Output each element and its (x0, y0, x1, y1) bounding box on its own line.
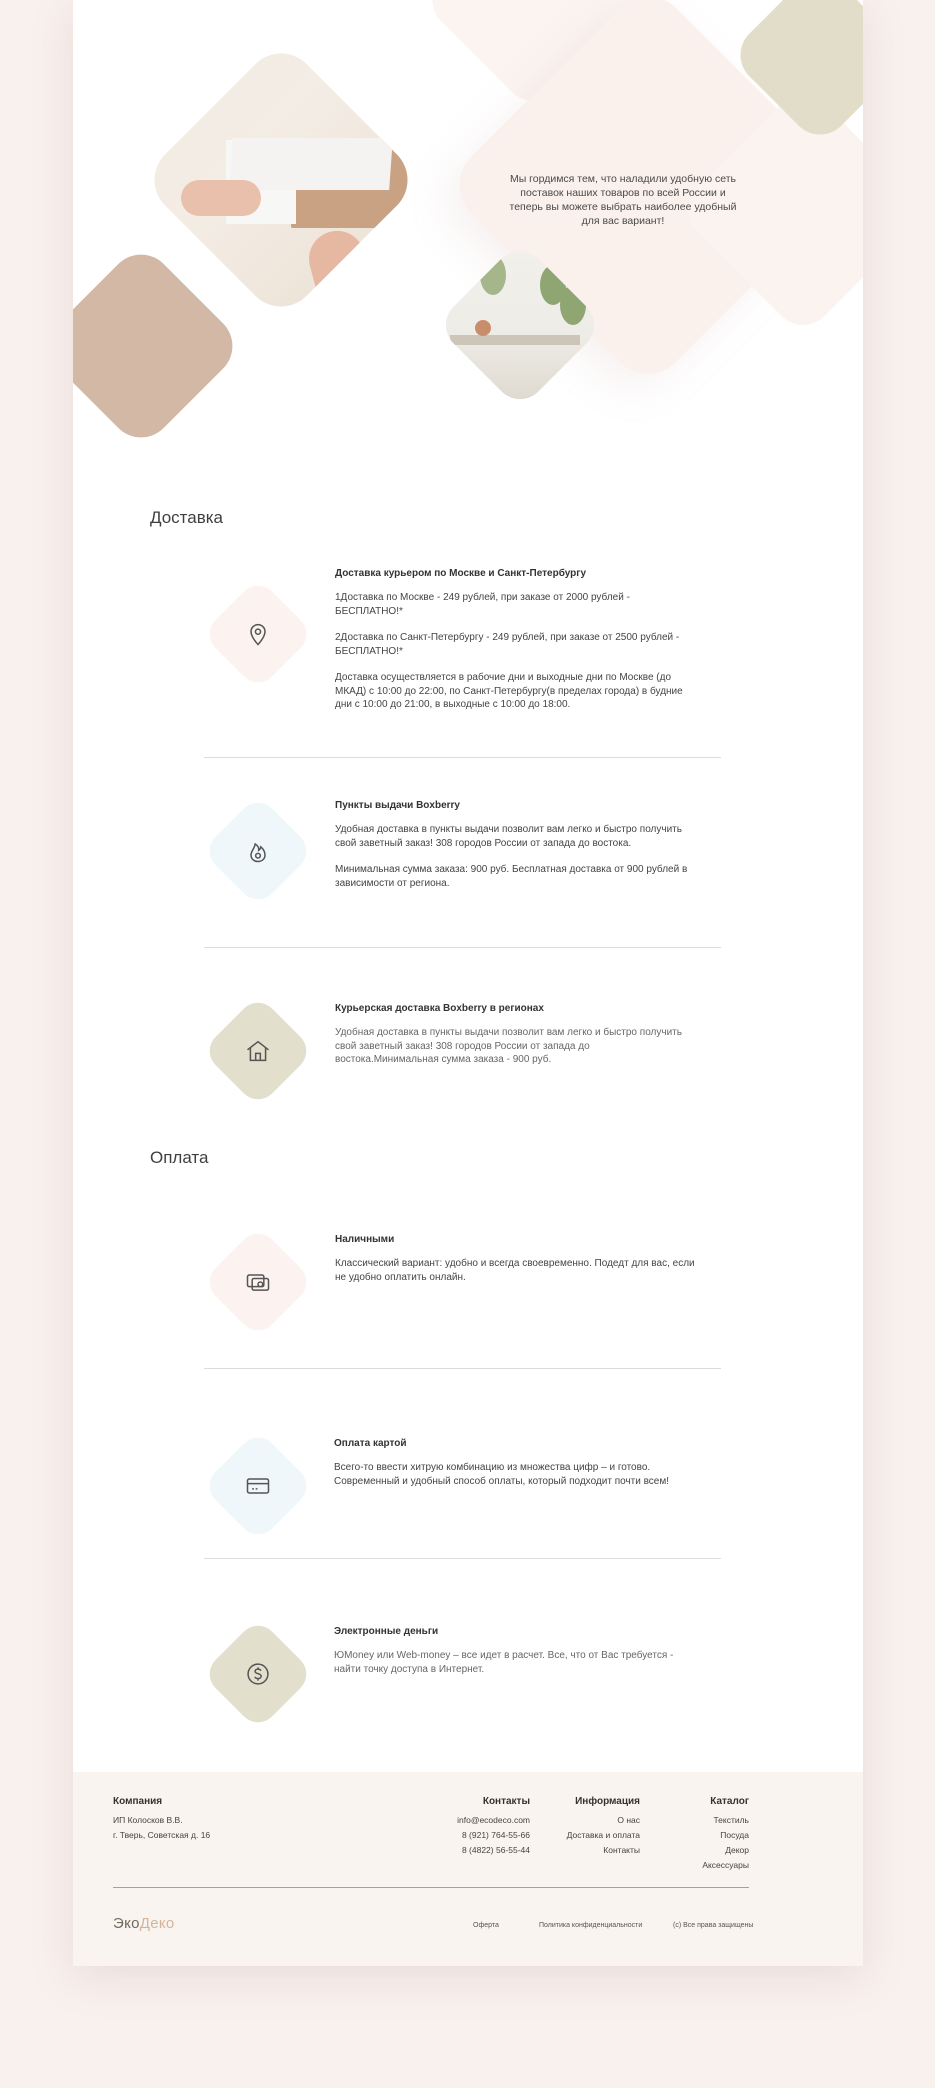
footer-email-link[interactable]: info@ecodeco.com (457, 1815, 530, 1825)
page (73, 0, 863, 1966)
divider (204, 1558, 721, 1559)
footer (73, 1772, 863, 1966)
footer-privacy-link[interactable]: Политика конфиденциальности (539, 1922, 643, 1929)
footer-contacts-head: Контакты (482, 1796, 530, 1807)
footer-phone-link[interactable]: 8 (921) 764-55-66 (461, 1830, 530, 1840)
hero-photo-box (140, 39, 423, 322)
footer-divider (113, 1887, 749, 1888)
footer-info-head: Информация (575, 1796, 640, 1807)
footer-catalog (669, 1794, 749, 1873)
footer-contacts (430, 1794, 530, 1858)
footer-link-dishes[interactable]: Посуда (720, 1830, 749, 1840)
logo-part-deco: Деко (139, 1915, 175, 1932)
divider (204, 947, 721, 948)
delivery-item (204, 568, 744, 768)
payment-item-text: Всего-то ввести хитрую комбинацию из множества цифр – и готово. Современный и удобный способ оплаты, который подходит почти всем! (334, 1462, 670, 1487)
footer-phone-link[interactable]: 8 (4822) 56-55-44 (461, 1845, 530, 1855)
delivery-item (204, 800, 744, 930)
footer-link-textile[interactable]: Текстиль (713, 1815, 749, 1825)
delivery-item-text: Удобная доставка в пункты выдачи позволит вам легко и быстро получить свой заветный заказ! 308 городов России от запада до востока.Минимальная сумма заказа - 900 руб. (335, 1027, 682, 1065)
delivery-item (204, 1003, 744, 1113)
delivery-item-text: Минимальная сумма заказа: 900 руб. Бесплатная доставка от 900 рублей в зависимости от региона. (335, 864, 688, 889)
delivery-item-text: Доставка осуществляется в рабочие дни и выходные дни по Москве (до МКАД) с 10:00 до 22:00, по Санкт-Петербургу(в пределах города) в будние дни с 10:00 до 21:00, в выходные с 10:00 до 18:00. (335, 672, 683, 710)
fire-icon (234, 827, 282, 875)
section-title-delivery: Доставка (150, 508, 224, 527)
footer-offer-link[interactable]: Оферта (473, 1922, 499, 1929)
delivery-item-text: Удобная доставка в пункты выдачи позволит вам легко и быстро получить свой заветный заказ! 308 городов России от запада до востока. (335, 824, 682, 849)
footer-rights: (c) Все права защищены (673, 1922, 754, 1929)
footer-company-line: ИП Колосков В.В. (113, 1815, 183, 1825)
cash-icon (234, 1258, 282, 1306)
payment-item (204, 1626, 744, 1736)
footer-link-accessories[interactable]: Аксессуары (702, 1860, 749, 1870)
payment-item-title: Оплата картой (334, 1438, 407, 1449)
hero-text: Мы гордимся тем, что наладили удобную сеть поставок наших товаров по всей России и теперь вы можете выбрать наиболее удобный для вас вариант! (509, 173, 737, 227)
decor-diamond (73, 241, 246, 450)
delivery-item-text: 2Доставка по Санкт-Петербургу - 249 рублей, при заказе от 2500 рублей - БЕСПЛАТНО!* (335, 632, 680, 657)
delivery-item-title: Доставка курьером по Москве и Санкт-Петербургу (335, 568, 587, 579)
footer-catalog-head: Каталог (710, 1796, 749, 1807)
location-pin-icon (234, 610, 282, 658)
footer-company-head: Компания (113, 1796, 163, 1807)
footer-logo[interactable] (113, 1915, 175, 1932)
hero (73, 0, 863, 460)
section-title-payment: Оплата (150, 1148, 209, 1167)
delivery-item-text: 1Доставка по Москве - 249 рублей, при заказе от 2000 рублей - БЕСПЛАТНО!* (335, 592, 630, 617)
payment-item-title: Электронные деньги (334, 1626, 439, 1637)
footer-link-contacts[interactable]: Контакты (603, 1845, 640, 1855)
footer-company (113, 1794, 210, 1843)
payment-item (204, 1234, 744, 1344)
credit-card-icon (234, 1462, 282, 1510)
footer-company-line: г. Тверь, Советская д. 16 (113, 1830, 211, 1840)
footer-link-decor[interactable]: Декор (725, 1845, 749, 1855)
footer-link-delivery[interactable]: Доставка и оплата (566, 1830, 640, 1840)
divider (204, 1368, 721, 1369)
payment-item-title: Наличными (335, 1234, 395, 1245)
delivery-item-title: Курьерская доставка Boxberry в регионах (335, 1003, 544, 1014)
delivery-item-title: Пункты выдачи Boxberry (335, 800, 460, 811)
payment-item-text: ЮMoney или Web-money – все идет в расчет. Все, что от Вас требуется - найти точку доступа в Интернет. (334, 1650, 674, 1675)
footer-link-about[interactable]: О нас (617, 1815, 640, 1825)
payment-item (204, 1438, 744, 1548)
payment-item-text: Классический вариант: удобно и всегда своевременно. Подедт для вас, если не удобно оплатить онлайн. (335, 1258, 695, 1283)
logo-part-eco: Эко (113, 1915, 140, 1932)
footer-info (540, 1794, 640, 1858)
dollar-coin-icon (234, 1650, 282, 1698)
divider (204, 757, 721, 758)
house-icon (234, 1027, 282, 1075)
